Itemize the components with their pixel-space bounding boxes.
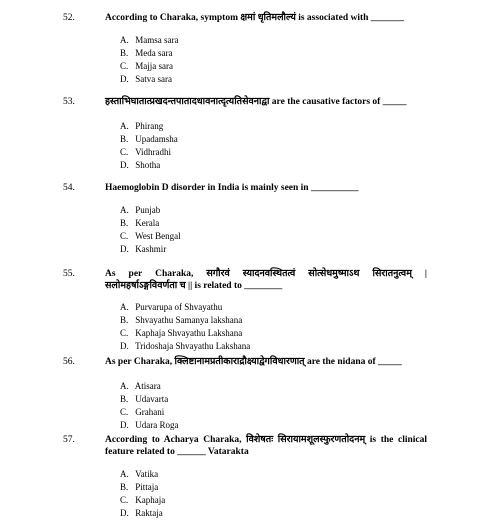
- option-letter: C.: [120, 61, 129, 71]
- option-b: [120, 217, 420, 230]
- option-b: [120, 133, 420, 146]
- option-letter: D.: [120, 420, 129, 430]
- question-number: 57.: [63, 435, 75, 445]
- option-text: Vidhradhi: [135, 147, 172, 157]
- option-letter: C.: [120, 328, 129, 338]
- option-text: Atisara: [134, 381, 161, 391]
- option-letter: C.: [120, 231, 129, 241]
- option-a: [120, 301, 420, 314]
- option-text: Grahani: [135, 407, 165, 417]
- options-list: [120, 34, 420, 86]
- option-text: Mamsa sara: [135, 35, 179, 45]
- option-text: Pittaja: [135, 482, 159, 492]
- question-number: 54.: [63, 183, 75, 193]
- option-letter: D.: [120, 244, 129, 254]
- option-letter: C.: [120, 407, 129, 417]
- option-text: Vatika: [135, 469, 159, 479]
- option-c: [120, 60, 420, 73]
- option-text: Udavarta: [135, 394, 169, 404]
- option-d: [120, 159, 420, 172]
- option-letter: B.: [120, 48, 129, 58]
- option-c: [120, 230, 420, 243]
- option-letter: C.: [120, 147, 129, 157]
- option-letter: D.: [120, 341, 129, 351]
- option-letter: B.: [120, 315, 129, 325]
- option-text: Satva sara: [135, 74, 172, 84]
- option-a: [120, 120, 420, 133]
- option-text: Upadamsha: [135, 134, 178, 144]
- question-text: As per Charaka, सगौरवं स्यादनवस्थितत्वं सोत्सेधमुष्माऽथ सिरातनुत्वम् | सलोमहर्षाऽङ्गविवर्णता च || is related to ________: [105, 269, 427, 291]
- option-text: Punjab: [135, 205, 161, 215]
- option-text: Purvarupa of Shvayathu: [135, 302, 223, 312]
- options-list: [120, 204, 420, 256]
- options-list: [120, 301, 420, 353]
- option-b: [120, 314, 420, 327]
- option-letter: A.: [120, 381, 129, 391]
- question-number: 56.: [63, 357, 75, 367]
- option-a: [120, 34, 420, 47]
- option-text: West Bengal: [135, 231, 181, 241]
- option-c: [120, 327, 420, 340]
- option-b: [120, 481, 420, 494]
- option-d: [120, 243, 420, 256]
- option-a: [120, 380, 420, 393]
- option-text: Meda sara: [135, 48, 173, 58]
- option-text: Majja sara: [135, 61, 173, 71]
- question-text: As per Charaka, क्लिष्टानामप्रतीकाराद्रौक्ष्याद्वेगविधारणात् are the nidana of _____: [105, 357, 402, 367]
- option-text: Raktaja: [135, 508, 163, 518]
- option-c: [120, 494, 420, 507]
- question-number: 52.: [63, 13, 75, 23]
- option-b: [120, 47, 420, 60]
- option-text: Tridoshaja Shvayathu Lakshana: [135, 341, 251, 351]
- option-letter: A.: [120, 469, 129, 479]
- option-letter: D.: [120, 74, 129, 84]
- question-text: According to Acharya Charaka, विशेषतः सिरायामशूलस्फुरणतोदनम् is the clinical feature related to ______ Vatarakta: [105, 435, 427, 457]
- option-d: [120, 507, 420, 520]
- options-list: [120, 380, 420, 432]
- option-c: [120, 406, 420, 419]
- option-letter: A.: [120, 302, 129, 312]
- question-text: हस्ताभिघातात्प्रखदन्तपातादधावनात्दृत्यतिसेवनाद्वा are the causative factors of _____: [105, 97, 407, 107]
- option-letter: C.: [120, 495, 129, 505]
- options-list: [120, 120, 420, 172]
- question-text: According to Charaka, symptom क्षमां धृतिमलौल्यं is associated with _______: [105, 13, 405, 23]
- option-text: Kaphaja: [135, 495, 166, 505]
- option-d: [120, 73, 420, 86]
- option-text: Udara Roga: [135, 420, 179, 430]
- option-letter: A.: [120, 205, 129, 215]
- option-c: [120, 146, 420, 159]
- option-letter: D.: [120, 508, 129, 518]
- option-text: Shvayathu Samanya lakshana: [135, 315, 243, 325]
- option-text: Shotha: [135, 160, 161, 170]
- option-b: [120, 393, 420, 406]
- option-letter: D.: [120, 160, 129, 170]
- option-a: [120, 204, 420, 217]
- option-letter: A.: [120, 35, 129, 45]
- option-letter: B.: [120, 218, 129, 228]
- option-letter: B.: [120, 394, 129, 404]
- option-text: Kashmir: [135, 244, 167, 254]
- question-number: 55.: [63, 269, 75, 279]
- option-letter: B.: [120, 134, 129, 144]
- option-a: [120, 468, 420, 481]
- option-d: [120, 419, 420, 432]
- question-number: 53.: [63, 97, 75, 107]
- option-text: Kerala: [135, 218, 160, 228]
- option-letter: A.: [120, 121, 129, 131]
- option-letter: B.: [120, 482, 129, 492]
- options-list: [120, 468, 420, 520]
- question-text: Haemoglobin D disorder in India is mainly seen in __________: [105, 183, 359, 193]
- option-text: Phirang: [135, 121, 164, 131]
- option-text: Kaphaja Shvayathu Lakshana: [135, 328, 243, 338]
- option-d: [120, 340, 420, 353]
